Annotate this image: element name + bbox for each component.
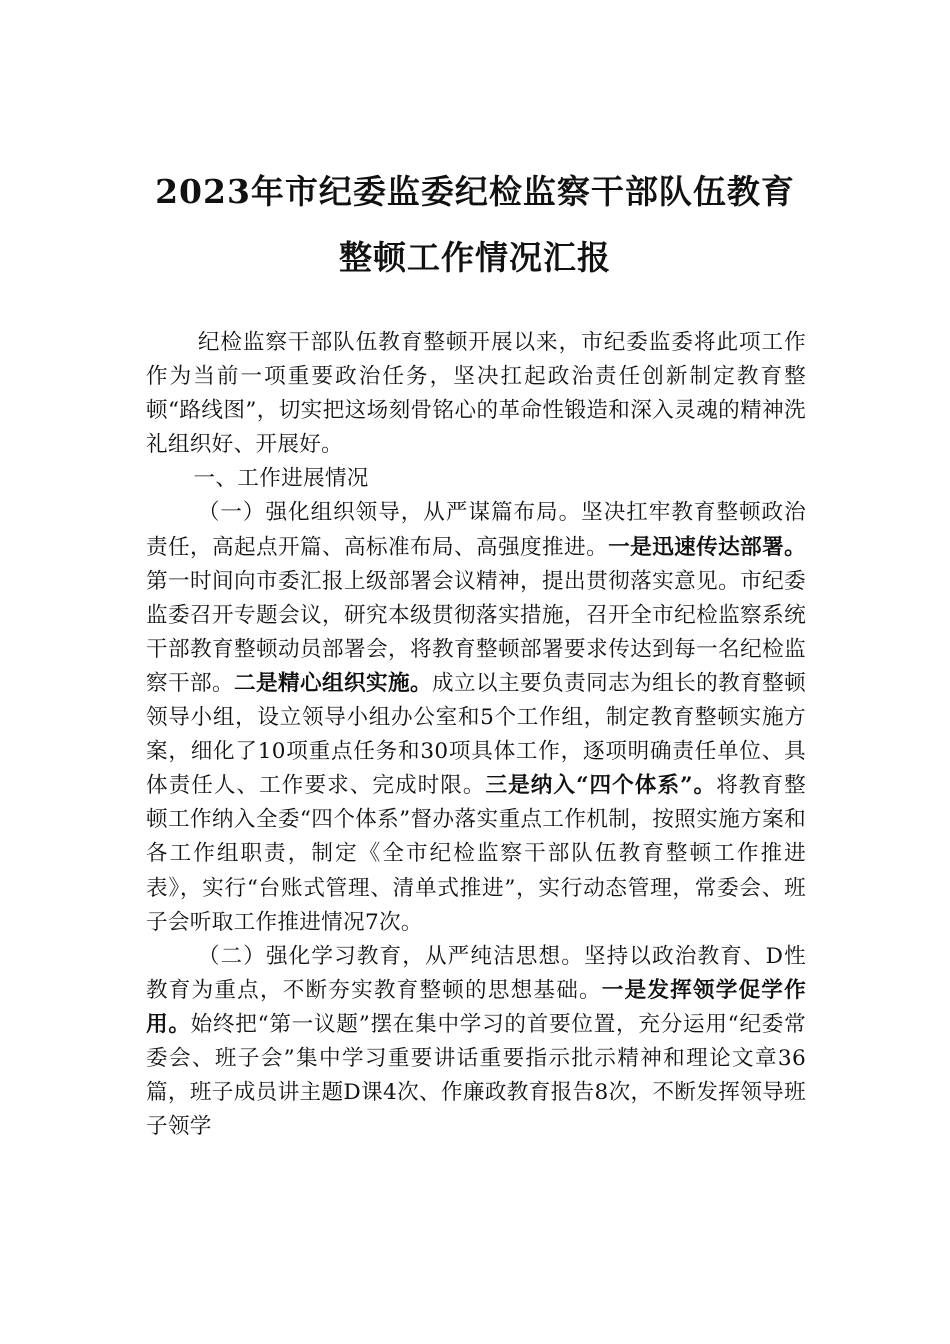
bold-point: 一是发挥领学促学作用。 xyxy=(146,977,806,1037)
paragraph-study xyxy=(146,940,806,1145)
paragraph-text: 将教育整顿工作纳入全委“四个体系”督办落实重点工作机制，按照实施方案和各工作组职责，制定《全市纪检监察干部队伍教育整顿工作推进表》，实行“台账式管理、清单式推进”，实行动态管理，常委会、班子会听取工作推进情况7次。 xyxy=(146,773,806,935)
paragraph-text: 成立以主要负责同志为组长的教育整顿领导小组，设立领导小组办公室和5个工作组，制定教育整顿实施方案，细化了10项重点任务和30项具体工作，逐项明确责任单位、具体责任人、工作要求、完成时限。 xyxy=(146,670,806,799)
paragraph-organization xyxy=(146,496,806,939)
bold-point: 三是纳入“四个体系”。 xyxy=(485,773,717,799)
paragraph-lead: （一）强化组织领导，从严谋篇布局。 xyxy=(197,500,582,526)
section-heading: 一、工作进展情况 xyxy=(193,466,369,492)
document-title-line-1: 2023年市纪委监委纪检监察干部队伍教育 xyxy=(155,172,795,211)
document-body xyxy=(146,326,806,1144)
document-title-line-2: 整顿工作情况汇报 xyxy=(339,238,611,277)
bold-point: 二是精心组织实施。 xyxy=(234,670,433,696)
bold-point: 一是迅速传达部署。 xyxy=(608,534,806,560)
paragraph-text: 始终把“第一议题”摆在集中学习的首要位置，充分运用“纪委常委会、班子会”集中学习重要讲话重要指示批示精神和理论文章36篇，班子成员讲主题D课4次、作廉政教育报告8次，不断发挥领导班子领学 xyxy=(146,1011,806,1140)
paragraph-lead: （二）强化学习教育，从严纯洁思想。 xyxy=(197,943,584,969)
paragraph-text: 坚持以政治教育、D性教育为重点，不断夯实教育整顿的思想基础。 xyxy=(146,943,806,1003)
paragraph-text: 第一时间向市委汇报上级部署会议精神，提出贯彻落实意见。市纪委监委召开专题会议，研究本级贯彻落实措施，召开全市纪检监察系统干部教育整顿动员部署会，将教育整顿部署要求传达到每一名纪检监察干部。 xyxy=(146,568,806,696)
paragraph-text: 坚决扛牢教育整顿政治责任，高起点开篇、高标准布局、高强度推进。 xyxy=(146,500,806,560)
intro-paragraph: 纪检监察干部队伍教育整顿开展以来，市纪委监委将此项工作作为当前一项重要政治任务，坚决扛起政治责任创新制定教育整顿“路线图”，切实把这场刻骨铭心的革命性锻造和深入灵魂的精神洗礼组织好、开展好。 xyxy=(146,330,806,458)
